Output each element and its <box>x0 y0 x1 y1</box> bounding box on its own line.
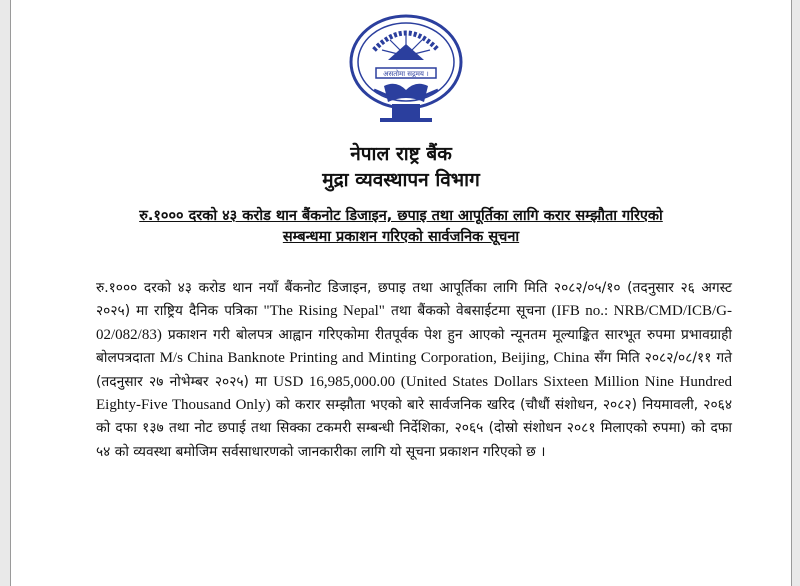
notice-title-line-1: रु.१००० दरको ४३ करोड थान बैंकनोट डिजाइन, छपाइ तथा आपूर्तिका लागि करार सम्झौता गरिएको <box>139 208 663 224</box>
nrb-seal-logo <box>344 10 468 128</box>
ifb-number: (IFB no.: NRB/CMD/ICB/G-02/082/83) <box>96 303 732 343</box>
bidder-name: M/s China Banknote Printing and Minting Corporation, Beijing, China <box>159 350 590 367</box>
document-page <box>10 0 792 586</box>
body-part-3: प्रकाशन गरी बोलपत्र आह्वान गरिएकोमा रीतपूर्वक पेश हुन आएको न्यूनतम मूल्याङ्कित सारभूत रुपमा प्रभावग्राही बोलपत्रदाता <box>96 326 732 367</box>
contract-amount: USD 16,985,000.00 (United States Dollars Sixteen Million Nine Hundred Eighty-Five Thousand Only) <box>96 373 732 414</box>
body-part-1: रु.१००० दरको ४३ करोड थान नयाँ बैंकनोट डिजाइन, छपाइ तथा आपूर्तिका लागि मिति २०८२/०५/१० (तदनुसार २६ अगस्ट २०२५) मा राष्ट्रिय दैनिक पत्रिका <box>96 280 732 320</box>
notice-title <box>51 206 751 248</box>
notice-title-line-2: सम्बन्धमा प्रकाशन गरिएको सार्वजनिक सूचना <box>282 229 520 245</box>
body-part-4: सँग मिति २०८२/०८/११ गते (तदनुसार २७ नोभेम्बर २०२५) मा <box>96 350 732 390</box>
body-part-2: तथा बैंकको वेबसाईटमा सूचना <box>384 303 552 320</box>
seal-motto: असतोमा सद्गमय । <box>383 70 429 78</box>
notice-body <box>96 277 732 464</box>
org-name: नेपाल राष्ट्र बैंक <box>350 143 452 165</box>
body-part-5: को करार सम्झौता भएको बारे सार्वजनिक खरिद (चौधौं संशोधन, २०८२) नियमावली, २०६४ को दफा १३७ तथा नोट छपाई तथा सिक्का टकमरी सम्बन्धी निर्देशिका, २०६५ (दोस्रो संशोधन २०८१ मिलाएको रुपमा) को दफा ५४ को व्यवस्था बमोजिम सर्वसाधारणको जानकारीका लागि यो सूचना प्रकाशन गरिएको छ । <box>96 397 732 460</box>
newspaper-name: "The Rising Nepal" <box>263 303 385 320</box>
department-name: मुद्रा व्यवस्थापन विभाग <box>322 169 480 191</box>
